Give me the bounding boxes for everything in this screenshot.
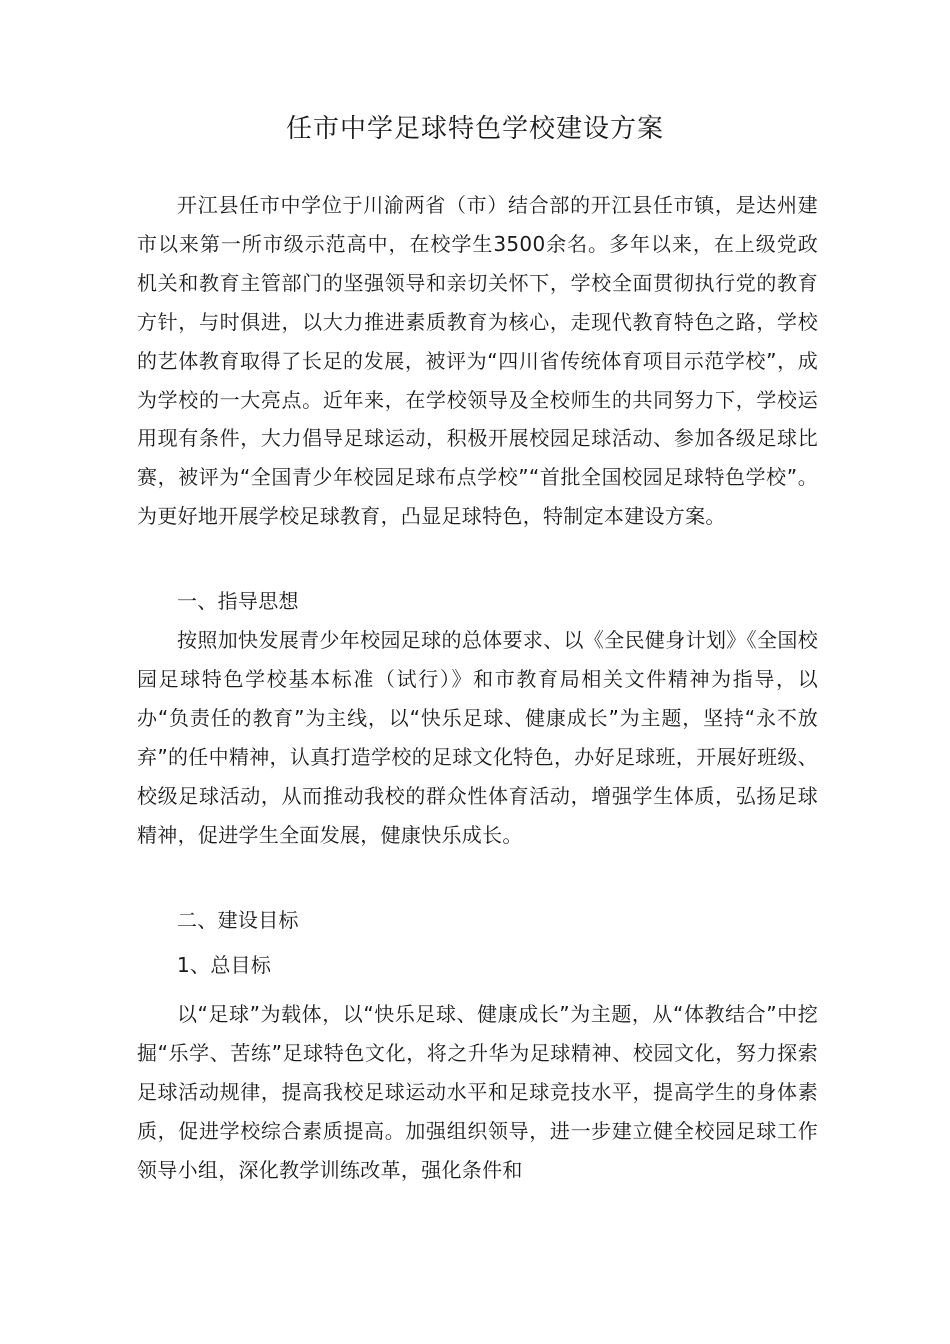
subsection1-heading: 1、总目标 [177,953,272,977]
section1-heading-block [137,582,818,621]
section1-block [137,621,818,854]
intro-paragraph: 开江县任市中学位于川渝两省（市）结合部的开江县任市镇，是达州建市以来第一所市级示范高中，在校学生3500余名。多年以来，在上级党政机关和教育主管部门的坚强领导和亲切关怀下，学校全面贯彻执行党的教育方针，与时俱进，以大力推进素质教育为核心，走现代教育特色之路，学校的艺体教育取得了长足的发展，被评为“四川省传统体育项目示范学校”，成为学校的一大亮点。近年来，在学校领导及全校师生的共同努力下，学校运用现有条件，大力倡导足球运动，积极开展校园足球活动、参加各级足球比赛，被评为“全国青少年校园足球布点学校”“首批全国校园足球特色学校”。为更好地开展学校足球教育，凸显足球特色，特制定本建设方案。 [137,193,818,529]
subsection1-paragraph: 以“足球”为载体，以“快乐足球、健康成长”为主题，从“体教结合”中挖掘“乐学、苦练”足球特色文化，将之升华为足球精神、校园文化，努力探索足球活动规律，提高我校足球运动水平和足球竞技水平，提高学生的身体素质，促进学校综合素质提高。加强组织领导，进一步建立健全校园足球工作领导小组，深化教学训练改革，强化条件和 [137,1002,818,1182]
section1-paragraph: 按照加快发展青少年校园足球的总体要求、以《全民健身计划》《全国校园足球特色学校基本标准（试行）》和市教育局相关文件精神为指导，以办“负责任的教育”为主线，以“快乐足球、健康成长”为主题，坚持“永不放弃”的任中精神，认真打造学校的足球文化特色，办好足球班，开展好班级、校级足球活动，从而推动我校的群众性体育活动，增强学生体质，弘扬足球精神，促进学生全面发展，健康快乐成长。 [137,628,818,847]
subsection1-block [137,995,818,1190]
section2-heading: 二、建设目标 [177,908,299,932]
section2-heading-block [137,901,818,940]
subsection1-heading-block [137,946,818,985]
section1-heading: 一、指导思想 [177,589,299,613]
intro-block [137,186,818,536]
document-title: 任市中学足球特色学校建设方案 [285,114,664,144]
